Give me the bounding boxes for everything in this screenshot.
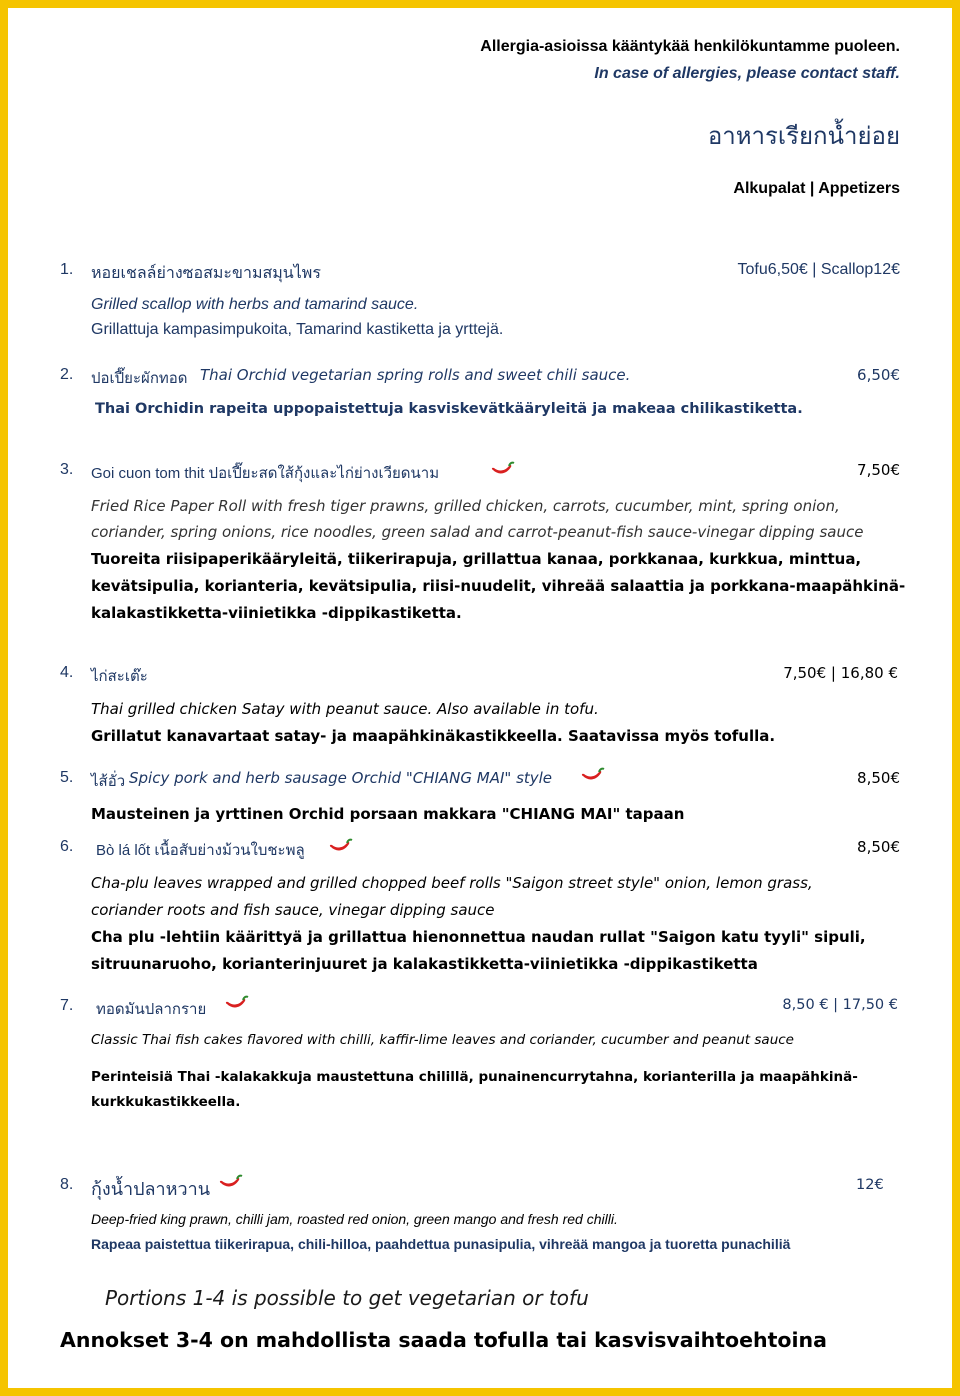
item-7-number: 7.	[60, 997, 74, 1014]
item-7-desc-en: Classic Thai fish cakes flavored with chilli, kaffir-lime leaves and coriander, cucumber and peanut sauce	[91, 1032, 794, 1048]
item-4-name: ไก่สะเต๊ะ	[91, 668, 148, 685]
item-8-desc-en: Deep-fried king prawn, chilli jam, roasted red onion, green mango and fresh red chilli.	[91, 1211, 618, 1227]
item-3-desc-en-rest: with fresh tiger prawns, grilled chicken, carrots, cucumber, mint, spring onion,	[246, 497, 840, 515]
item-6-desc-en-line1: Cha-plu leaves wrapped and grilled chopped beef rolls "Saigon street style" onion, lemon grass,	[91, 874, 813, 892]
item-4-price: 7,50€ | 16,80 €	[783, 664, 898, 682]
item-3-desc-fi-line3: kalakastikketta-viinietikka -dippikastiketta.	[91, 604, 462, 622]
item-8-price: 12€	[856, 1177, 884, 1193]
item-6-desc-fi-line1: Cha plu -lehtiin käärittyä ja grillattua hienonnettua naudan rullat "Saigon katu tyyli" sipuli,	[91, 928, 866, 946]
item-2-price: 6,50€	[857, 366, 900, 384]
item-1-number: 1.	[60, 261, 74, 278]
item-6-desc-fi-line2: sitruunaruoho, korianterinjuuret ja kalakastikketta-viinietikka -dippikastiketta	[91, 955, 758, 973]
allergy-notice-en: In case of allergies, please contact staff.	[594, 65, 900, 82]
item-1-desc-fi: Grillattuja kampasimpukoita, Tamarind kastiketta ja yrttejä.	[91, 321, 504, 338]
item-3-name: Goi cuon tom thit ปอเปี๊ยะสดใส้กุ้งและไก่ย่างเวียดนาม	[91, 465, 440, 482]
allergy-notice-fi: Allergia-asioissa kääntykää henkilökuntamme puoleen.	[480, 38, 900, 55]
item-5-number: 5.	[60, 769, 74, 786]
item-6-desc-en-line2: coriander roots and fish sauce, vinegar dipping sauce	[91, 901, 495, 919]
item-5-price: 8,50€	[857, 769, 900, 787]
item-3-price: 7,50€	[857, 461, 900, 479]
chili-pepper-icon	[328, 838, 354, 854]
item-5-name-en: Spicy pork and herb sausage Orchid "CHIANG MAI" style	[129, 769, 553, 787]
item-3-desc-fi-line1: Tuoreita riisipaperikääryleitä, tiikerirapuja, grillattua kanaa, porkkanaa, kurkkua, minttua,	[91, 550, 862, 568]
chili-pepper-icon	[490, 461, 516, 477]
item-6-number: 6.	[60, 838, 74, 855]
item-3-desc-fi-line2: kevätsipulia, korianteria, kevätsipulia, riisi-nuudelit, vihreää salaattia ja porkkana-maapähkinä-	[91, 577, 906, 595]
footer-note-en: Portions 1-4 is possible to get vegetarian or tofu	[105, 1286, 589, 1310]
item-3-desc-en-lead: Fried Rice Paper Roll	[91, 497, 247, 515]
item-7-desc-fi-line2: kurkkukastikkeella.	[91, 1094, 241, 1110]
item-2-name: ปอเปี๊ยะผักทอด	[91, 370, 188, 387]
item-8-desc-fi: Rapeaa paistettua tiikerirapua, chili-hilloa, paahdettua punasipulia, vihreää mangoa ja tuoretta punachiliä	[91, 1236, 791, 1252]
footer-note-fi: Annokset 3-4 on mahdollista saada tofulla tai kasvisvaihtoehtoina	[60, 1328, 827, 1352]
item-8-number: 8.	[60, 1176, 74, 1193]
item-1-name: หอยเชลล์ย่างซอสมะขามสมุนไพร	[91, 265, 321, 282]
item-3-desc-en-line2: coriander, spring onions, rice noodles, green salad and carrot-peanut-fish sauce-vinegar dipping sauce	[91, 523, 864, 541]
item-7-price: 8,50 € | 17,50 €	[782, 997, 898, 1013]
item-1-price: Tofu6,50€ | Scallop12€	[737, 261, 900, 278]
item-1-desc-en: Grilled scallop with herbs and tamarind sauce.	[91, 296, 419, 313]
item-4-desc-en: Thai grilled chicken Satay with peanut sauce. Also available in tofu.	[91, 700, 599, 718]
item-7-desc-fi-line1: Perinteisiä Thai -kalakakkuja maustettuna chilillä, punainencurrytahna, korianterilla ja maapähkinä-	[91, 1069, 858, 1085]
thai-title: อาหารเรียกน้ำย่อย	[707, 123, 900, 150]
item-5-desc-fi: Mausteinen ja yrttinen Orchid porsaan makkara "CHIANG MAI" tapaan	[91, 805, 685, 823]
item-5-name: ไส้อั่ว	[91, 773, 126, 790]
item-3-desc-en-line1	[91, 497, 840, 515]
item-7-name: ทอดมันปลากราย	[96, 1001, 207, 1018]
chili-pepper-icon	[218, 1174, 244, 1190]
item-2-number: 2.	[60, 366, 74, 383]
section-title: Alkupalat | Appetizers	[733, 180, 900, 197]
chili-pepper-icon	[580, 767, 606, 783]
item-6-price: 8,50€	[857, 838, 900, 856]
item-6-name: Bò lá lốt เนื้อสับย่างม้วนใบชะพลู	[96, 842, 305, 859]
item-8-name: กุ้งน้ำปลาหวาน	[91, 1179, 211, 1199]
item-3-number: 3.	[60, 461, 74, 478]
chili-pepper-icon	[224, 995, 250, 1011]
item-2-name-en: Thai Orchid vegetarian spring rolls and sweet chili sauce.	[200, 366, 631, 384]
item-2-desc-fi: Thai Orchidin rapeita uppopaistettuja kasviskevätkääryleitä ja makeaa chilikastiketta.	[95, 401, 803, 417]
item-4-desc-fi: Grillatut kanavartaat satay- ja maapähkinäkastikkeella. Saatavissa myös tofulla.	[91, 727, 776, 745]
item-4-number: 4.	[60, 664, 74, 681]
